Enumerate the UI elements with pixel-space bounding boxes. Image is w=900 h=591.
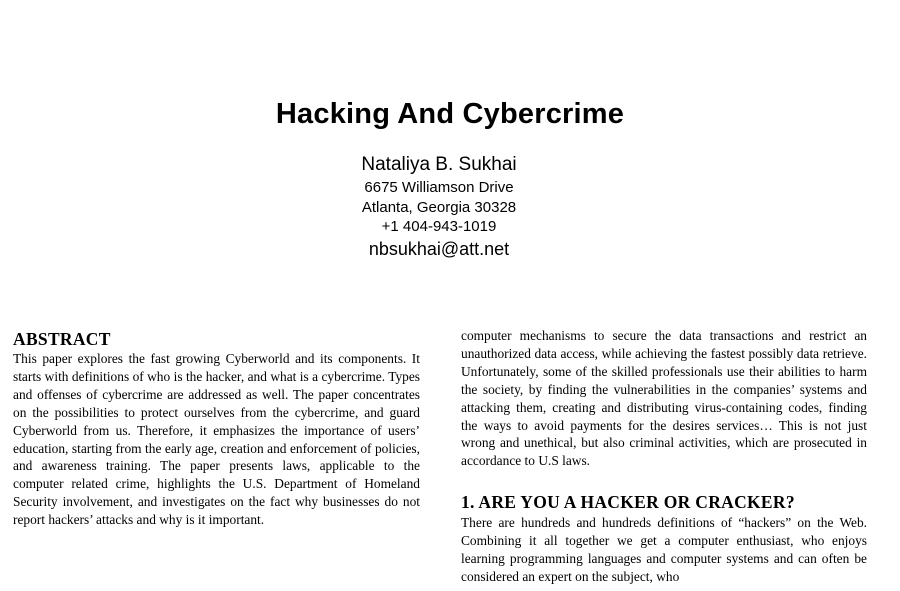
author-name: Nataliya B. Sukhai bbox=[361, 154, 517, 175]
left-column bbox=[13, 329, 420, 529]
author-address-line2: Atlanta, Georgia 30328 bbox=[361, 198, 517, 216]
abstract-text: This paper explores the fast growing Cyberworld and its components. It starts with definitions of who is the hacker, and what is a cybercrime. Types and offenses of cybercrime are addressed as well. The paper concentrates on the possibilities to protect ourselves from the cybercrime, and guard Cyberworld from us. Therefore, it emphasizes the importance of users’ education, starting from the early age, creation and enforcement of policies, and awareness training. The paper presents laws, applicable to the computer related crime, highlights the U.S. Department of Homeland Security involvement, and investigates on the fact why businesses do not report hackers’ attacks and why is it important. bbox=[13, 351, 420, 528]
section-1-text: There are hundreds and hundreds definitions of “hackers” on the Web. Combining it all together we get a computer enthusiast, who enjoys learning programming languages and computer systems and can often be considered an expert on the subject, who bbox=[461, 515, 867, 584]
paper-title: Hacking And Cybercrime bbox=[275, 98, 625, 130]
author-email: nbsukhai@att.net bbox=[368, 238, 510, 259]
author-phone: +1 404-943-1019 bbox=[381, 218, 497, 235]
right-column bbox=[461, 327, 867, 586]
section-1-heading: 1. ARE YOU A HACKER OR CRACKER? bbox=[461, 492, 795, 513]
abstract-heading: ABSTRACT bbox=[13, 329, 111, 349]
author-block bbox=[0, 152, 878, 261]
author-address-line1: 6675 Williamson Drive bbox=[364, 179, 514, 196]
intro-continuation-text: computer mechanisms to secure the data transactions and restrict an unauthorized data access, while achieving the fastest possibly data retrieve. Unfortunately, some of the skilled professionals use their abilities to harm the society, by finding the vulnerabilities in the companies’ systems and attacking them, creating and distributing virus-containing codes, finding the ways to avoid payments for the desires services… This is not just wrong and unethical, but also criminal activities, which are prosecuted in accordance to U.S laws. bbox=[461, 328, 867, 469]
